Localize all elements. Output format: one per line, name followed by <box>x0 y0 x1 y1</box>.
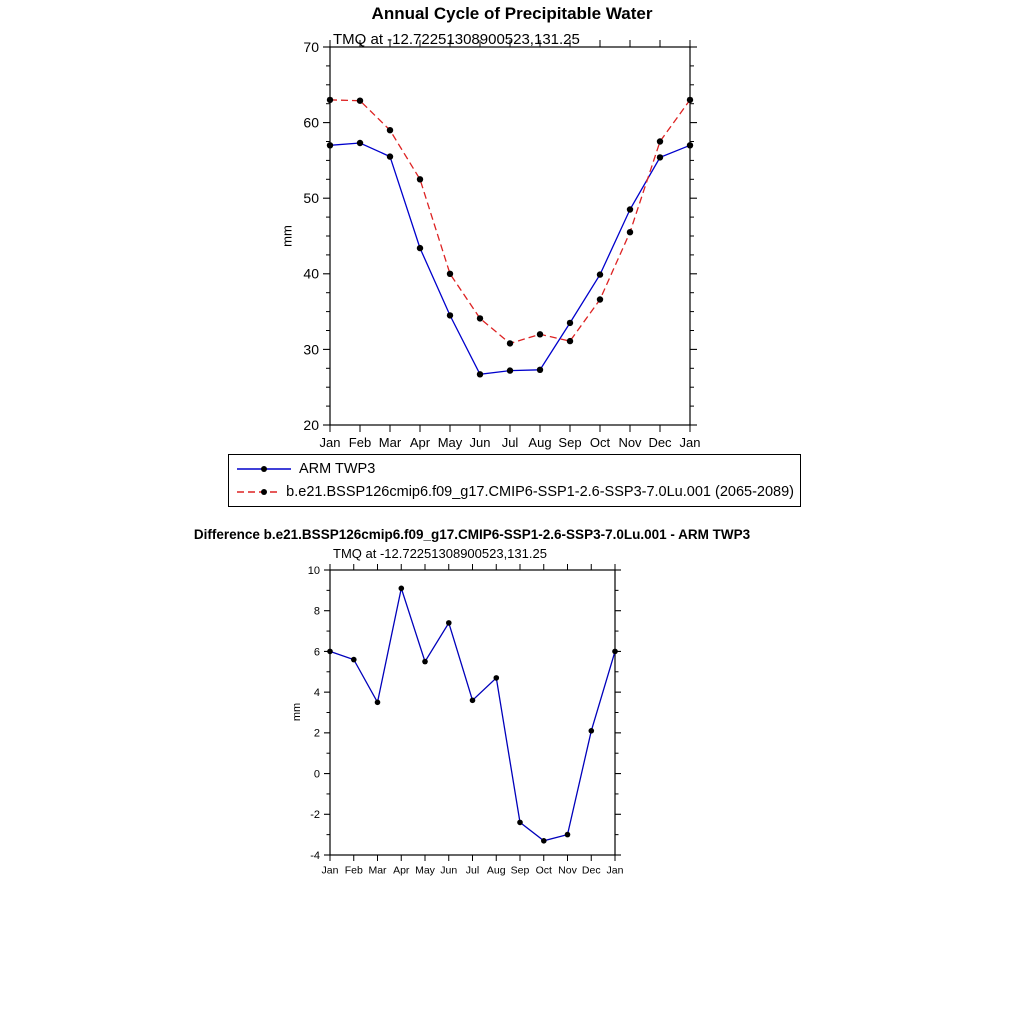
legend-label-obs: ARM TWP3 <box>299 461 376 478</box>
svg-text:20: 20 <box>303 416 319 433</box>
chart-title-annual-cycle: Annual Cycle of Precipitable Water <box>371 4 653 23</box>
legend-sample-marker <box>261 466 267 472</box>
svg-text:Sep: Sep <box>510 864 530 877</box>
svg-text:May: May <box>437 435 463 450</box>
svg-text:May: May <box>415 864 435 877</box>
legend-line-sample-obs <box>235 461 293 477</box>
svg-text:Oct: Oct <box>535 864 552 877</box>
chart-subtitle-difference: TMQ at -12.72251308900523,131.25 <box>333 546 547 561</box>
svg-text:6: 6 <box>313 646 320 659</box>
svg-text:8: 8 <box>313 605 320 618</box>
svg-text:Jan: Jan <box>319 435 341 450</box>
svg-text:50: 50 <box>303 190 319 207</box>
legend-sample-marker <box>261 489 267 495</box>
svg-text:70: 70 <box>303 40 319 55</box>
plot-area <box>303 40 700 450</box>
y-axis-label-difference: mm <box>291 702 303 722</box>
svg-text:Mar: Mar <box>378 435 402 450</box>
annual-cycle-plot <box>260 40 720 452</box>
svg-text:Jan: Jan <box>321 864 339 877</box>
chart-subtitle-annual-cycle: TMQ at -12.72251308900523,131.25 <box>333 31 580 48</box>
axis-ticks <box>324 564 621 861</box>
plot-area <box>308 564 624 877</box>
svg-text:Feb: Feb <box>344 864 363 877</box>
series-line-0 <box>330 588 615 841</box>
svg-text:30: 30 <box>303 341 319 358</box>
svg-text:Nov: Nov <box>618 435 642 450</box>
series-line-0 <box>330 143 690 374</box>
legend <box>228 454 801 507</box>
chart-title-difference: Difference b.e21.BSSP126cmip6.f09_g17.CMIP6-SSP1-2.6-SSP3-7.0Lu.001 - ARM TWP3 <box>193 527 751 542</box>
svg-text:10: 10 <box>307 564 320 577</box>
svg-text:Mar: Mar <box>368 864 387 877</box>
svg-text:Aug: Aug <box>528 435 552 450</box>
svg-text:Oct: Oct <box>589 435 611 450</box>
svg-text:Apr: Apr <box>409 435 431 450</box>
legend-line-sample-model <box>235 484 280 500</box>
svg-text:Jul: Jul <box>501 435 519 450</box>
svg-text:0: 0 <box>313 768 320 781</box>
svg-text:Jan: Jan <box>679 435 701 450</box>
svg-text:Sep: Sep <box>558 435 582 450</box>
legend-entry-model <box>235 481 794 503</box>
svg-text:40: 40 <box>303 265 319 282</box>
difference-plot <box>270 560 670 878</box>
axis-tick-labels <box>308 565 624 877</box>
svg-text:Dec: Dec <box>581 864 601 877</box>
svg-text:Jan: Jan <box>606 864 624 877</box>
svg-text:-4: -4 <box>310 849 320 862</box>
svg-text:Jun: Jun <box>440 864 458 877</box>
svg-text:Feb: Feb <box>348 435 372 450</box>
y-axis-label-annual-cycle: mm <box>279 225 295 247</box>
svg-text:Nov: Nov <box>558 864 577 877</box>
svg-text:2: 2 <box>313 727 320 740</box>
legend-entry-obs <box>235 458 794 480</box>
svg-text:4: 4 <box>313 686 320 699</box>
svg-text:Dec: Dec <box>648 435 672 450</box>
series-line-1 <box>330 100 690 344</box>
svg-text:Aug: Aug <box>486 864 506 877</box>
svg-text:Apr: Apr <box>393 864 410 877</box>
legend-label-model: b.e21.BSSP126cmip6.f09_g17.CMIP6-SSP1-2.6-SSP3-7.0Lu.001 (2065-2089) <box>286 483 794 500</box>
svg-text:Jul: Jul <box>465 864 480 877</box>
series-markers-1 <box>327 97 693 347</box>
svg-text:60: 60 <box>303 114 319 131</box>
svg-text:Jun: Jun <box>469 435 491 450</box>
svg-text:-2: -2 <box>310 809 320 822</box>
